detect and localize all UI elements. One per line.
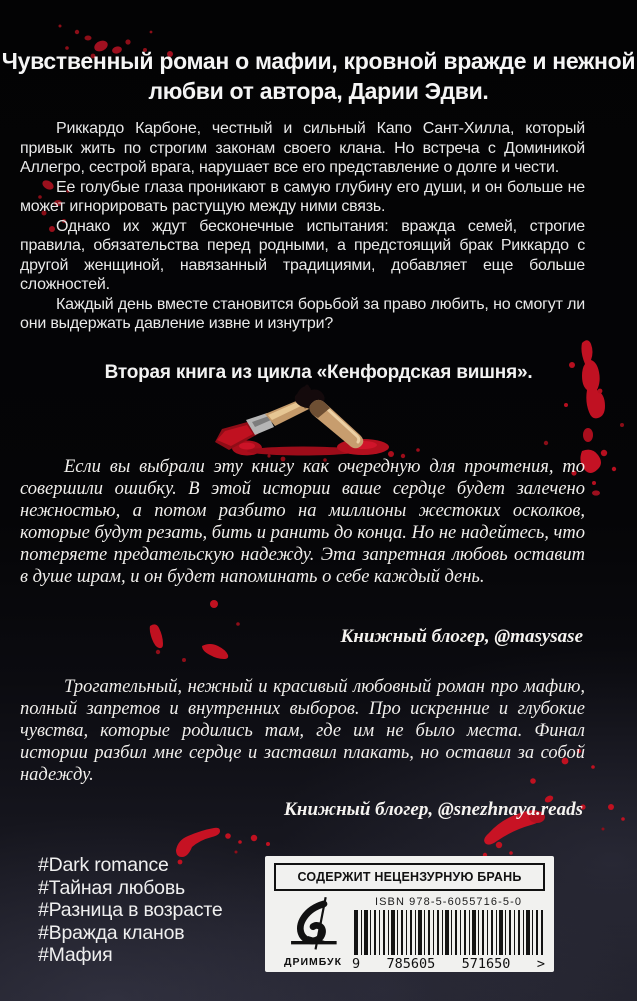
reviewer-quote-1: Если вы выбрали эту книгу как очередную для прочтения, то совершили ошибку. В этой истории ваше сердце будет залечено нежностью, а потом разбито на миллионы жестоких осколков, которые будут резать, бить и ранить до конца. Но не надейтесь, что потеряете предательскую надежду. Эта запретная любовь оставит в душе шрам, и он будет напоминать о себе каждый день. xyxy=(20,457,585,587)
barcode-digit-group-1: 9 xyxy=(352,956,361,972)
synopsis-paragraph-4: Каждый день вместе становится борьбой за право любить, но смогут ли они выдержать давление извне и изнутри? xyxy=(20,295,585,332)
blood-splatter-middle xyxy=(138,594,250,670)
hashtag-dark-romance: #Dark romance xyxy=(38,854,169,876)
reviewer-credit-2: Книжный блогер, @snezhnaya.reads xyxy=(284,799,583,820)
isbn-number: ISBN 978-5-6055716-5-0 xyxy=(374,896,523,908)
hashtag-mafia: #Мафия xyxy=(38,944,113,966)
hashtag-age-gap: #Разница в возрасте xyxy=(38,899,223,921)
content-warning: СОДЕРЖИТ НЕЦЕНЗУРНУЮ БРАНЬ xyxy=(274,863,545,891)
reviewer-credit-1: Книжный блогер, @masysase xyxy=(340,626,583,647)
barcode-digit-group-3: 571650 xyxy=(461,956,511,972)
hashtag-secret-love: #Тайная любовь xyxy=(38,876,185,899)
hashtag-list xyxy=(38,854,223,967)
series-note: Вторая книга из цикла «Кенфордская вишня». xyxy=(104,362,533,383)
barcode-digits xyxy=(352,956,545,972)
synopsis-paragraph-3: Однако их ждут бесконечные испытания: вражда семей, строгие правила, обязательства перед родными, а предстоящий брак Риккардо с другой женщиной, навязанный традициями, добавляет еще больше сложностей. xyxy=(20,217,585,293)
tagline: Чувственный роман о мафии, кровной вражде и нежной любви от автора, Дарии Эдви. xyxy=(1,48,636,104)
publisher-barcode-row xyxy=(274,895,545,972)
publisher-info-box xyxy=(265,856,554,972)
barcode-block xyxy=(352,895,545,972)
synopsis-paragraph-1: Риккардо Карбоне, честный и сильный Капо Сант-Хилла, который привык жить по строгим законам своего клана. Но встреча с Доминикой Аллегро, сестрой врага, нарушает все его представление о долге и чести. xyxy=(20,120,585,176)
reviewer-quote-2: Трогательный, нежный и красивый любовный роман про мафию, полный запретов и внутренних выборов. Про искренние и глубокие чувства, которые родились там, где им не было места. Финал истории разбил мне сердце и заставил плакать, но оставил за собой надежду. xyxy=(20,677,585,785)
dreambook-logo-icon xyxy=(286,895,340,955)
hashtag-clan-feud: #Вражда кланов xyxy=(38,921,185,944)
publisher-name: ДРИМБУК xyxy=(283,956,342,968)
barcode xyxy=(354,910,543,955)
synopsis xyxy=(20,119,585,334)
barcode-digit-group-2: 785605 xyxy=(386,956,436,972)
barcode-suffix: > xyxy=(536,956,545,972)
publisher-logo-block xyxy=(274,895,352,972)
synopsis-paragraph-2: Ее голубые глаза проникают в самую глубину его души, и он больше не может игнорировать растущую между ними связь. xyxy=(20,178,585,215)
